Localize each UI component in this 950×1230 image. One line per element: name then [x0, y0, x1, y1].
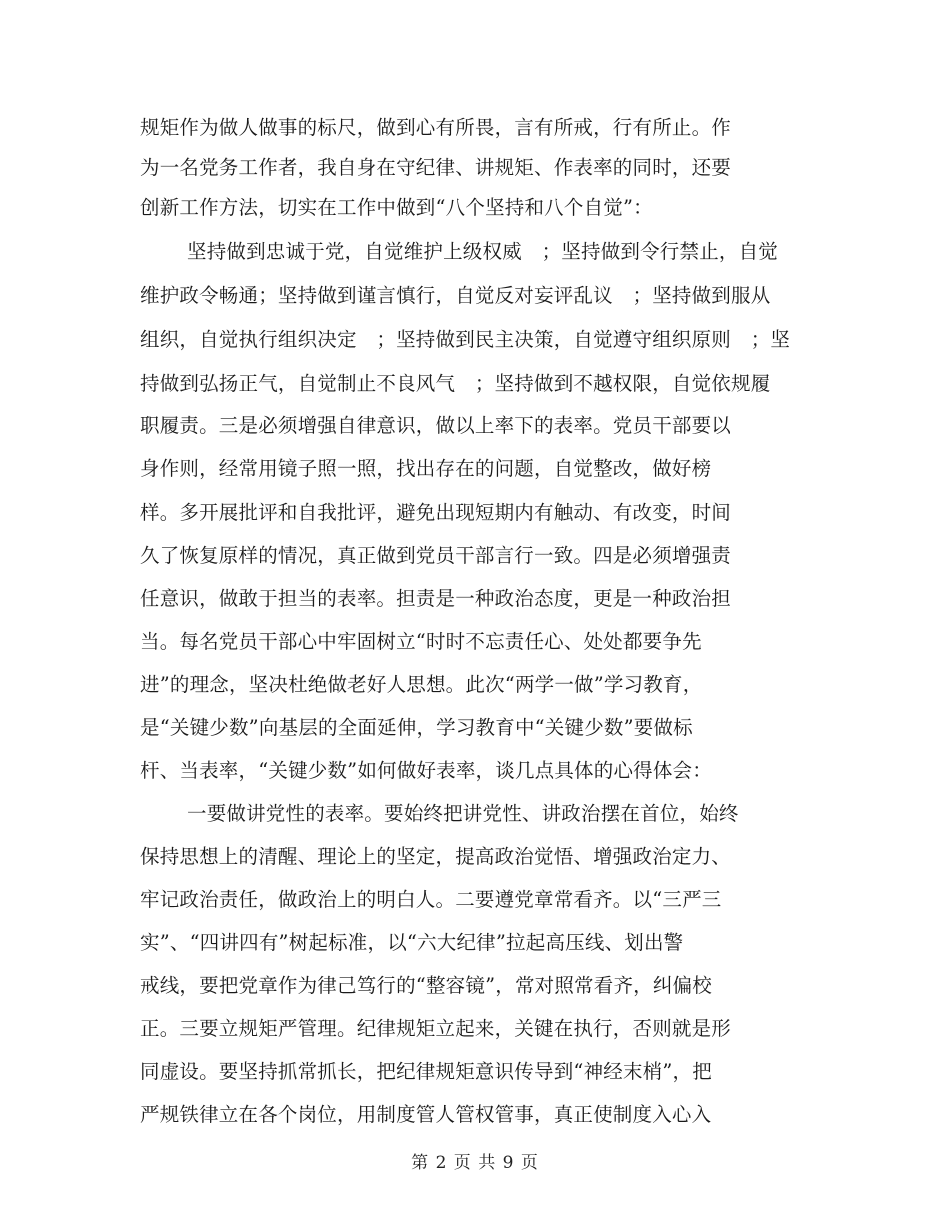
- text-line: 一要做讲党性的表率。要始终把讲党性、讲政治摆在首位，始终: [187, 802, 739, 825]
- text-line: 是“关键少数”向基层的全面延伸，学习教育中“关键少数”要做标: [140, 716, 693, 739]
- text-line: 杆、当表率，“关键少数”如何做好表率，谈几点具体的心得体会：: [140, 759, 712, 782]
- text-line: 坚持做到忠诚于党，自觉维护上级权威 ；坚持做到令行禁止，自觉: [187, 240, 779, 263]
- text-line: 同虚设。要坚持抓常抓长，把纪律规矩意识传导到“神经末梢”，把: [140, 1060, 712, 1083]
- page-number-footer: 第 2 页 共 9 页: [411, 1153, 539, 1173]
- text-line: 创新工作方法，切实在工作中做到“八个坚持和八个自觉”：: [140, 196, 653, 219]
- text-line: 实”、“四讲四有”树起标准，以“六大纪律”拉起高压线、划出警: [140, 931, 684, 954]
- text-line: 当。每名党员干部心中牢固树立“时时不忘责任心、处处都要争先: [140, 630, 702, 653]
- text-line: 保持思想上的清醒、理论上的坚定，提高政治觉悟、增强政治定力、: [140, 845, 732, 868]
- text-line: 职履责。三是必须增强自律意识，做以上率下的表率。党员干部要以: [140, 414, 732, 437]
- text-line: 正。三要立规矩严管理。纪律规矩立起来，关键在执行，否则就是形: [140, 1017, 732, 1040]
- text-line: 组织，自觉执行组织决定 ；坚持做到民主决策，自觉遵守组织原则 ；坚: [140, 328, 791, 351]
- text-line: 为一名党务工作者，我自身在守纪律、讲规矩、作表率的同时，还要: [140, 156, 732, 179]
- text-line: 严规铁律立在各个岗位，用制度管人管权管事，真正使制度入心入: [140, 1103, 712, 1126]
- text-line: 身作则，经常用镜子照一照，找出存在的问题，自觉整改，做好榜: [140, 457, 712, 480]
- text-line: 样。多开展批评和自我批评，避免出现短期内有触动、有改变，时间: [140, 501, 732, 524]
- text-line: 任意识，做敢于担当的表率。担责是一种政治态度，更是一种政治担: [140, 587, 732, 610]
- text-line: 持做到弘扬正气，自觉制止不良风气 ；坚持做到不越权限，自觉依规履: [140, 372, 771, 395]
- text-line: 戒线，要把党章作为律己笃行的“整容镜”，常对照常看齐，纠偏校: [140, 974, 712, 997]
- text-line: 维护政令畅通；坚持做到谨言慎行，自觉反对妄评乱议 ；坚持做到服从: [140, 284, 771, 307]
- text-line: 规矩作为做人做事的标尺，做到心有所畏，言有所戒，行有所止。作: [140, 116, 732, 139]
- text-line: 久了恢复原样的情况，真正做到党员干部言行一致。四是必须增强责: [140, 544, 732, 567]
- text-line: 进”的理念，坚决杜绝做老好人思想。此次“两学一做”学习教育，: [140, 673, 703, 696]
- text-line: 牢记政治责任，做政治上的明白人。二要遵党章常看齐。以“三严三: [140, 888, 722, 911]
